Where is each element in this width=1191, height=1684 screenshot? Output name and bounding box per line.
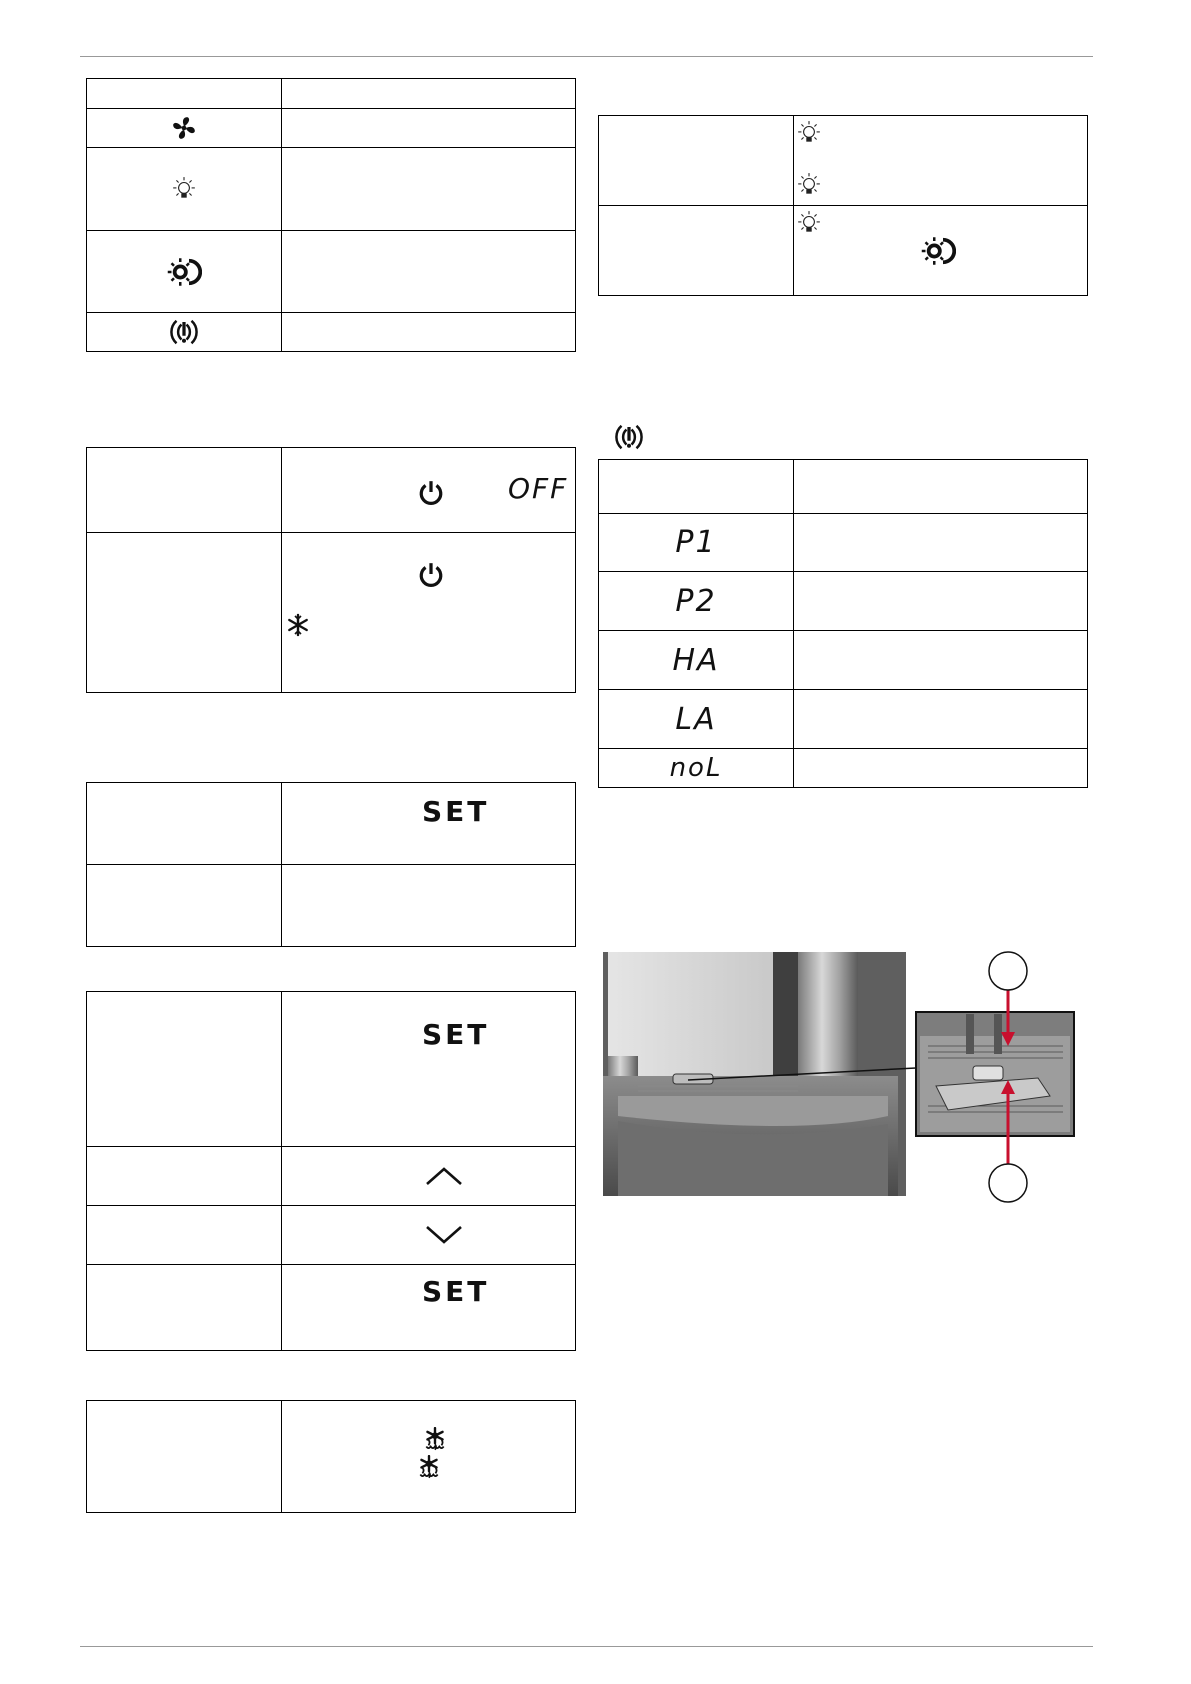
set-table: [86, 782, 576, 947]
table-row: [87, 533, 576, 693]
table-row: [599, 206, 1088, 296]
setpoint-table: [86, 991, 576, 1351]
lamp-icon: [171, 176, 197, 202]
table-row: [87, 1401, 576, 1513]
power-icon: [418, 561, 444, 587]
power-icon: [418, 479, 444, 505]
table-row: [87, 865, 576, 947]
lamp-icon: [796, 172, 822, 198]
lamp-icon: [796, 210, 822, 236]
alarm-code: LA: [675, 701, 717, 737]
chevron-up-icon: [424, 1165, 464, 1187]
day-night-icon: [920, 236, 956, 266]
table-row: [87, 148, 576, 231]
defrost-table: [86, 1400, 576, 1513]
lamp-icon: [796, 120, 822, 146]
table-row: [87, 992, 576, 1147]
footer-rule: [80, 1646, 1093, 1647]
alarm-icon: [169, 317, 199, 347]
table-row: [87, 1265, 576, 1351]
table-row: [599, 514, 1088, 572]
table-row: [599, 690, 1088, 749]
table-row: [87, 1147, 576, 1206]
alarm-code: HA: [672, 642, 720, 678]
day-night-icon: [166, 257, 202, 287]
symbol-table: [86, 78, 576, 352]
fan-icon: [171, 115, 197, 141]
chevron-down-icon: [424, 1224, 464, 1246]
table-row: [599, 572, 1088, 631]
alarm-code: P1: [675, 525, 717, 560]
light-status-table: [598, 115, 1088, 296]
snowflake-icon: [286, 613, 310, 637]
header-rule: [80, 56, 1093, 57]
callout-circle-bottom: [989, 1164, 1027, 1202]
table-row: [87, 109, 576, 148]
table-row: [87, 448, 576, 533]
set-display-text: SET: [422, 1018, 490, 1051]
table-row: [87, 79, 576, 109]
table-row: [599, 116, 1088, 206]
table-row: [599, 460, 1088, 514]
table-row: [87, 231, 576, 313]
table-row: [87, 313, 576, 352]
table-row: [599, 631, 1088, 690]
table-row: [87, 783, 576, 865]
power-table: [86, 447, 576, 693]
table-row: [599, 749, 1088, 788]
alarm-code: noL: [669, 753, 723, 783]
appliance-illustration: [598, 946, 1098, 1206]
defrost-icon: [422, 1427, 448, 1453]
defrost-icon: [416, 1455, 442, 1481]
alarm-code: P2: [675, 583, 717, 619]
alarm-code-table: [598, 459, 1088, 788]
table-row: [87, 1206, 576, 1265]
callout-circle-top: [989, 952, 1027, 990]
alarm-icon: [614, 422, 644, 452]
set-display-text: SET: [422, 1275, 490, 1308]
display-off-text: OFF: [508, 472, 569, 505]
set-display-text: SET: [422, 795, 490, 828]
